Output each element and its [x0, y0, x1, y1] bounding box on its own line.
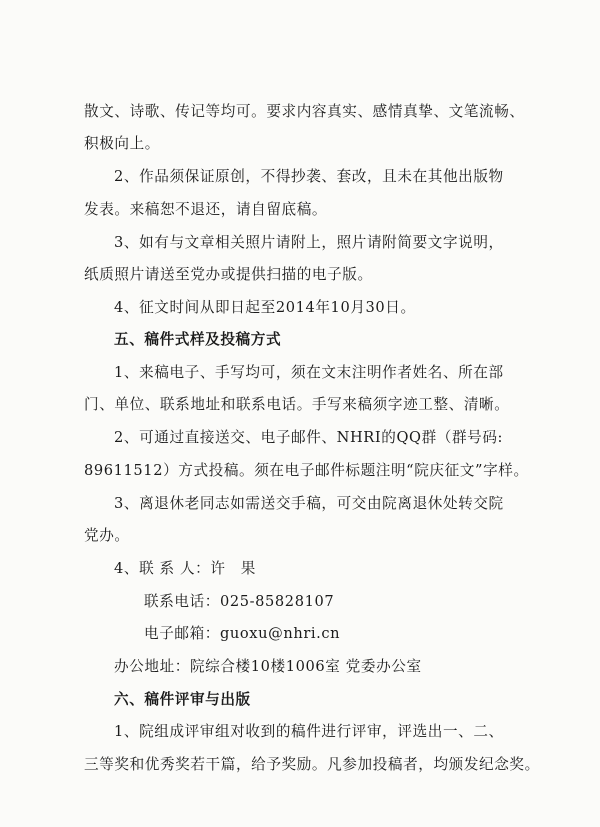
contact-phone: 联系电话：025-85828107: [144, 593, 335, 610]
paragraph-line: 2、可通过直接送交、电子邮件、NHRI的QQ群（群号码:: [114, 429, 504, 446]
paragraph-line: 积极向上。: [84, 135, 160, 152]
office-address: 办公地址：院综合楼10楼1006室 党委办公室: [114, 658, 422, 675]
paragraph-line: 党办。: [84, 527, 130, 544]
section-heading: 六、稿件评审与出版: [114, 691, 251, 708]
contact-person: 4、联 系 人：许 果: [114, 560, 256, 577]
paragraph-line: 三等奖和优秀奖若干篇，给予奖励。凡参加投稿者，均颁发纪念奖。: [84, 756, 540, 773]
paragraph-line: 门、单位、联系地址和联系电话。手写来稿须字迹工整、清晰。: [84, 396, 510, 413]
paragraph-line: 2、作品须保证原创，不得抄袭、套改，且未在其他出版物: [114, 168, 504, 185]
paragraph-line: 1、来稿电子、手写均可，须在文末注明作者姓名、所在部: [114, 364, 504, 381]
paragraph-line: 89611512）方式投稿。须在电子邮件标题注明“院庆征文”字样。: [84, 462, 529, 479]
paragraph-line: 3、如有与文章相关照片请附上，照片请附简要文字说明，: [114, 234, 504, 251]
section-heading: 五、稿件式样及投稿方式: [114, 331, 282, 348]
paragraph-line: 发表。来稿恕不退还，请自留底稿。: [84, 201, 328, 218]
paragraph-line: 散文、诗歌、传记等均可。要求内容真实、感情真挚、文笔流畅、: [84, 103, 525, 120]
paragraph-line: 3、离退休老同志如需送交手稿，可交由院离退休处转交院: [114, 495, 504, 512]
paragraph-line: 4、征文时间从即日起至2014年10月30日。: [114, 299, 416, 316]
paragraph-line: 1、院组成评审组对收到的稿件进行评审，评选出一、二、: [114, 723, 504, 740]
contact-email: 电子邮箱：guoxu@nhri.cn: [144, 625, 341, 642]
paragraph-line: 纸质照片请送至党办或提供扫描的电子版。: [84, 266, 373, 283]
